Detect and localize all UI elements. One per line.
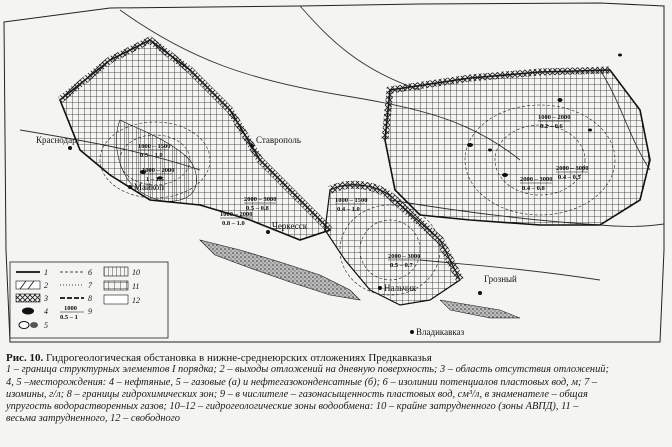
city-dot bbox=[250, 144, 254, 148]
zone-top: 2000 – 3000 bbox=[520, 176, 553, 183]
figure-title: Гидрогеологическая обстановка в нижне-среднеюрских отложениях Предкавказья bbox=[45, 352, 432, 364]
zone-bottom: 0.5 – 0.7 bbox=[390, 262, 413, 269]
zone-top: 1000 – 2000 bbox=[538, 114, 571, 121]
legend-item-10 bbox=[104, 267, 140, 277]
zone-bottom: 0.4 – 1.0 bbox=[337, 206, 360, 213]
city-dot bbox=[68, 146, 72, 150]
zone-top: 1000 – 1500 bbox=[138, 143, 171, 150]
zone-bottom: 1 – 1.5 bbox=[146, 176, 164, 183]
city-label: Нальчик bbox=[384, 283, 417, 293]
city-label: Грозный bbox=[484, 274, 517, 284]
city-dot bbox=[128, 185, 132, 189]
legend-number: 1 bbox=[44, 268, 48, 277]
caption-line: весьма затрудненного, 12 – свободного bbox=[6, 413, 180, 425]
city-dot bbox=[266, 230, 270, 234]
city-label: Владикавказ bbox=[416, 327, 465, 337]
zone-bottom: 0.2 – 0.6 bbox=[540, 123, 563, 130]
caption-line: 4, 5 –месторождения: 4 – нефтяные, 5 – газовые (а) и нефтегазоконденсатные (б); 6 – изолинии потенциалов пластовых вод, м; 7 – bbox=[6, 376, 598, 388]
zone-top: 2000 – 3000 bbox=[244, 196, 277, 203]
legend-number: 5 bbox=[44, 321, 48, 330]
legend-number: 9 bbox=[88, 307, 92, 316]
legend-number: 2 bbox=[44, 281, 48, 290]
legend-number: 12 bbox=[132, 296, 140, 305]
zone-bottom: 0.4 – 0.5 bbox=[558, 174, 581, 181]
legend-number: 3 bbox=[44, 294, 48, 303]
legend-number: 11 bbox=[132, 282, 140, 291]
city-dot bbox=[478, 291, 482, 295]
legend-sample-bottom: 0.5 – 1 bbox=[60, 314, 78, 321]
zone-eastern-grid bbox=[385, 70, 650, 225]
city-label: Краснодар bbox=[36, 135, 77, 145]
caption-line: изомины, г/л; 8 – границы гидрохимических зон; 9 – в числителе – газонасыщенность пластовых вод, см³/л, в знаменателе – общая bbox=[6, 388, 588, 400]
legend-number: 4 bbox=[44, 307, 48, 316]
city-label: Майкоп bbox=[134, 182, 165, 192]
legend-item-12 bbox=[104, 295, 140, 305]
city-dot bbox=[378, 286, 382, 290]
zone-top: 1000 – 1500 bbox=[335, 197, 368, 204]
zone-bottom: 0.5 – 1.0 bbox=[140, 152, 163, 159]
caption-line: упругость водорастворенных газов; 10–12 – гидрогеологические зоны водообмена: 10 – крайне затрудненного (зоны АВПД), 11 – bbox=[6, 401, 579, 413]
caption-title-line bbox=[6, 352, 666, 364]
legend-item-11 bbox=[104, 281, 139, 291]
figure-label: Рис. 10. bbox=[6, 352, 44, 364]
zone-bottom: 0.8 – 1.0 bbox=[222, 220, 245, 227]
legend-number: 6 bbox=[88, 268, 92, 277]
zone-top: 2000 – 3000 bbox=[388, 253, 421, 260]
zone-top: 1000 – 2000 bbox=[220, 211, 253, 218]
caption-line: 1 – граница структурных элементов I порядка; 2 – выходы отложений на дневную поверхность; 3 – область отсутствия отложений; bbox=[6, 364, 609, 376]
legend-number: 10 bbox=[132, 268, 140, 277]
legend-item-2 bbox=[16, 281, 48, 290]
legend-sample-top: 1000 bbox=[64, 305, 77, 312]
zone-top: 2000 – 3000 bbox=[556, 165, 589, 172]
city-label: Ставрополь bbox=[256, 135, 301, 145]
zone-bottom: 0.4 – 0.8 bbox=[522, 185, 545, 192]
map-legend bbox=[10, 262, 168, 338]
city-dot bbox=[410, 330, 414, 334]
legend-number: 8 bbox=[88, 294, 92, 303]
zone-bottom: 0.5 – 0.8 bbox=[246, 205, 269, 212]
city-label: Черкесск bbox=[272, 221, 308, 231]
legend-number: 7 bbox=[88, 281, 92, 290]
legend-item-3 bbox=[16, 294, 48, 303]
figure-caption bbox=[6, 352, 666, 444]
zone-top: 1000 – 2000 bbox=[142, 167, 175, 174]
